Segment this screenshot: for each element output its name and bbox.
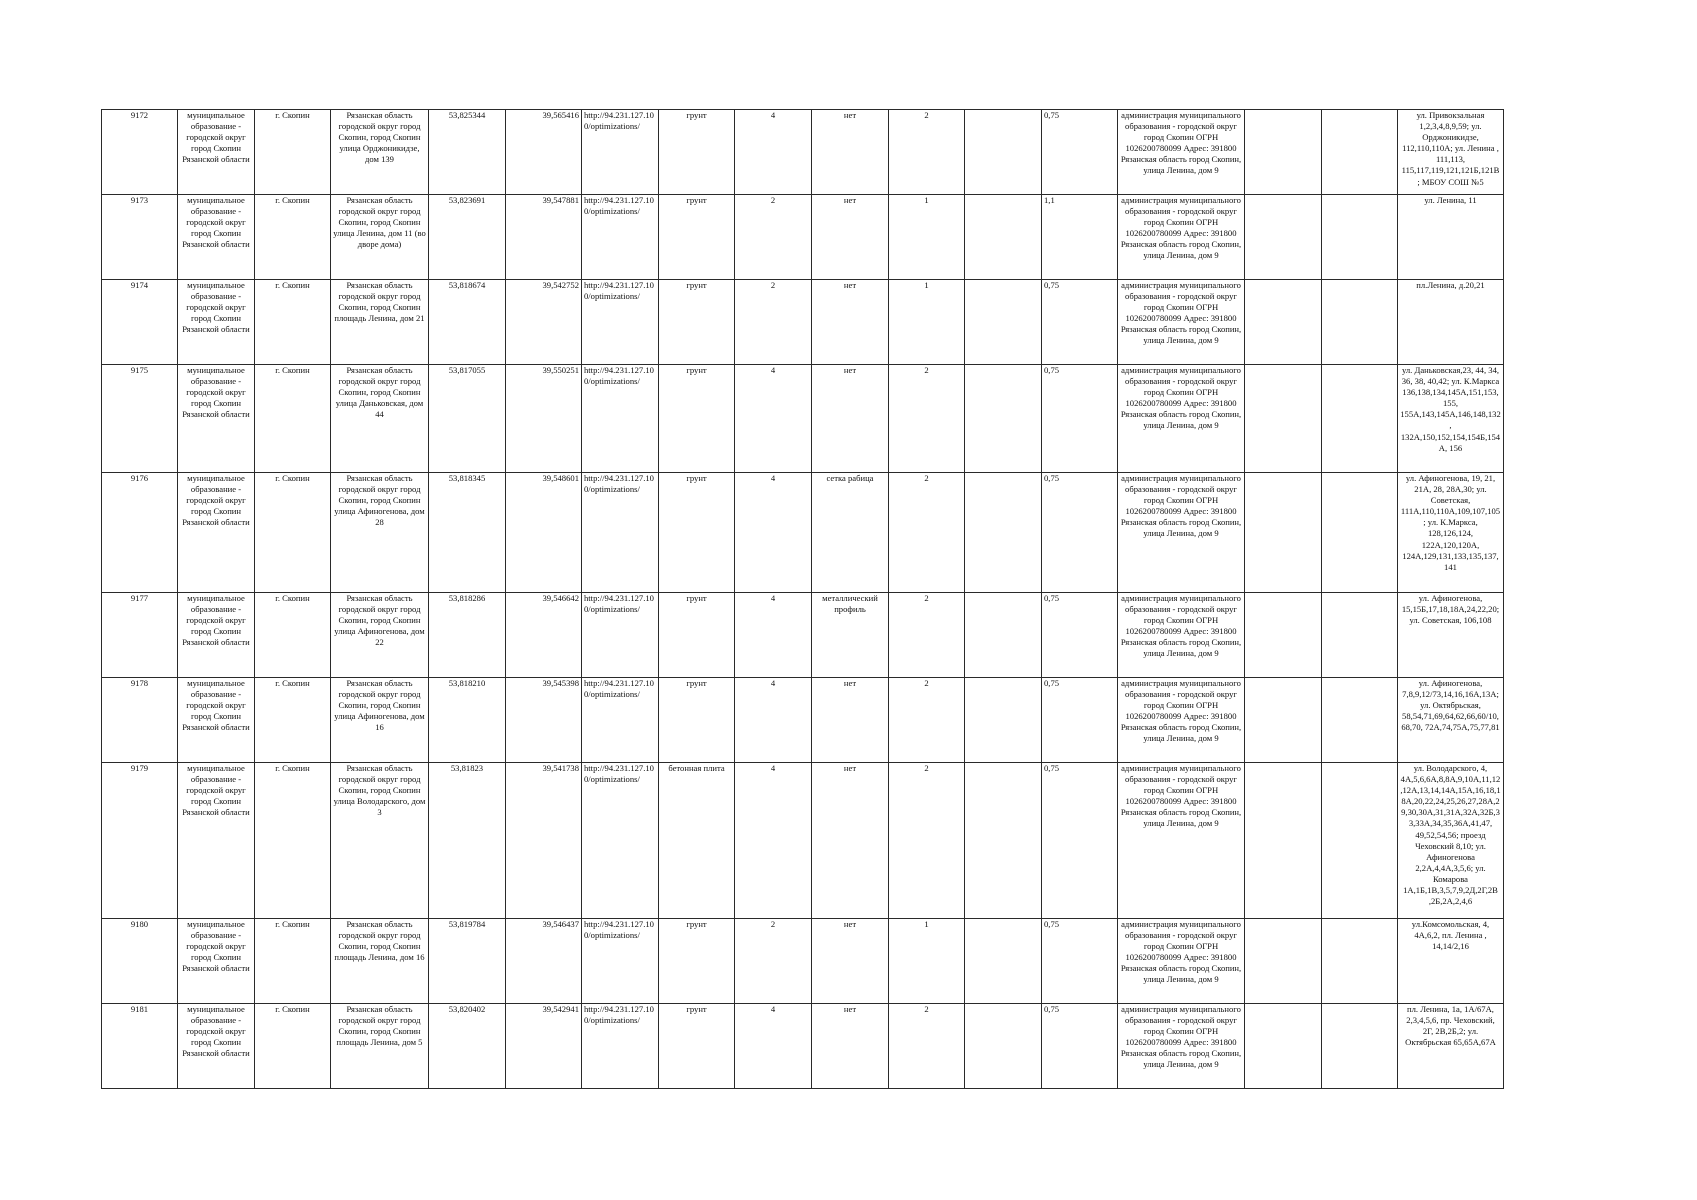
- waste-sources-cell: ул. Афиногенова, 7,8,9,12/73,14,16,16А,13А; ул. Октябрьская, 58,54,71,69,64,62,66,60/10, 68,70, 72А,74,75А,75,77,81: [1398, 678, 1504, 763]
- longitude-cell: 39,548601: [506, 473, 582, 593]
- longitude-cell: 39,565416: [506, 110, 582, 195]
- empty-cell: [1322, 280, 1398, 365]
- object-number: 9179: [102, 763, 178, 919]
- empty-cell: [1322, 919, 1398, 1004]
- municipality-cell: муниципальное образование - городской округ город Скопин Рязанской области: [178, 195, 255, 280]
- area-cell: 2: [735, 280, 812, 365]
- owner-cell: администрация муниципального образования - городской округ город Скопин ОГРН 1026200780099 Адрес: 391800 Рязанская область город Скопин, улица Ленина, дом 9: [1118, 763, 1245, 919]
- containers-count-cell: 2: [889, 678, 965, 763]
- city-cell: г. Скопин: [255, 473, 331, 593]
- owner-cell: администрация муниципального образования - городской округ город Скопин ОГРН 1026200780099 Адрес: 391800 Рязанская область город Скопин, улица Ленина, дом 9: [1118, 195, 1245, 280]
- url-cell: http://94.231.127.10 0/optimizations/: [582, 763, 659, 919]
- containers-count-cell: 2: [889, 763, 965, 919]
- url-cell: http://94.231.127.10 0/optimizations/: [582, 365, 659, 473]
- latitude-cell: 53,81823: [429, 763, 506, 919]
- container-volume-cell: 0,75: [1042, 280, 1118, 365]
- object-number: 9178: [102, 678, 178, 763]
- latitude-cell: 53,818345: [429, 473, 506, 593]
- longitude-cell: 39,541738: [506, 763, 582, 919]
- table-body: [102, 110, 1504, 1089]
- surface-cell: грунт: [659, 473, 735, 593]
- surface-cell: грунт: [659, 1004, 735, 1089]
- empty-cell: [1245, 110, 1322, 195]
- address-cell: Рязанская область городской округ город Скопин, город Скопин улица Афиногенова, дом 16: [331, 678, 429, 763]
- address-cell: Рязанская область городской округ город Скопин, город Скопин улица Володарского, дом 3: [331, 763, 429, 919]
- fence-cell: нет: [812, 763, 889, 919]
- area-cell: 4: [735, 1004, 812, 1089]
- url-cell: http://94.231.127.10 0/optimizations/: [582, 678, 659, 763]
- owner-cell: администрация муниципального образования - городской округ город Скопин ОГРН 1026200780099 Адрес: 391800 Рязанская область город Скопин, улица Ленина, дом 9: [1118, 280, 1245, 365]
- fence-cell: нет: [812, 195, 889, 280]
- municipality-cell: муниципальное образование - городской округ город Скопин Рязанской области: [178, 1004, 255, 1089]
- empty-cell: [965, 1004, 1042, 1089]
- latitude-cell: 53,818286: [429, 593, 506, 678]
- waste-sources-cell: пл.Ленина, д.20,21: [1398, 280, 1504, 365]
- table-row: [102, 678, 1504, 763]
- table-row: [102, 473, 1504, 593]
- containers-count-cell: 1: [889, 195, 965, 280]
- empty-cell: [1322, 1004, 1398, 1089]
- container-volume-cell: 0,75: [1042, 110, 1118, 195]
- object-number: 9181: [102, 1004, 178, 1089]
- empty-cell: [965, 678, 1042, 763]
- fence-cell: нет: [812, 678, 889, 763]
- longitude-cell: 39,542941: [506, 1004, 582, 1089]
- surface-cell: бетонная плита: [659, 763, 735, 919]
- empty-cell: [965, 763, 1042, 919]
- area-cell: 2: [735, 195, 812, 280]
- longitude-cell: 39,547881: [506, 195, 582, 280]
- fence-cell: нет: [812, 919, 889, 1004]
- latitude-cell: 53,817055: [429, 365, 506, 473]
- surface-cell: грунт: [659, 593, 735, 678]
- container-volume-cell: 0,75: [1042, 1004, 1118, 1089]
- municipality-cell: муниципальное образование - городской округ город Скопин Рязанской области: [178, 110, 255, 195]
- surface-cell: грунт: [659, 110, 735, 195]
- waste-sources-cell: ул. Ленина, 11: [1398, 195, 1504, 280]
- longitude-cell: 39,546437: [506, 919, 582, 1004]
- container-volume-cell: 0,75: [1042, 919, 1118, 1004]
- container-volume-cell: 0,75: [1042, 593, 1118, 678]
- table-row: [102, 593, 1504, 678]
- object-number: 9175: [102, 365, 178, 473]
- empty-cell: [1322, 110, 1398, 195]
- area-cell: 4: [735, 763, 812, 919]
- containers-count-cell: 2: [889, 1004, 965, 1089]
- address-cell: Рязанская область городской округ город Скопин, город Скопин улица Орджоникидзе, дом 139: [331, 110, 429, 195]
- owner-cell: администрация муниципального образования - городской округ город Скопин ОГРН 1026200780099 Адрес: 391800 Рязанская область город Скопин, улица Ленина, дом 9: [1118, 593, 1245, 678]
- empty-cell: [1322, 763, 1398, 919]
- url-cell: http://94.231.127.10 0/optimizations/: [582, 473, 659, 593]
- longitude-cell: 39,546642: [506, 593, 582, 678]
- empty-cell: [965, 473, 1042, 593]
- empty-cell: [965, 195, 1042, 280]
- object-number: 9173: [102, 195, 178, 280]
- table-row: [102, 1004, 1504, 1089]
- empty-cell: [1322, 678, 1398, 763]
- longitude-cell: 39,550251: [506, 365, 582, 473]
- waste-sources-cell: ул. Афиногенова, 19, 21, 21А, 28, 28А,30; ул. Советская, 111А,110,110А,109,107,105; ул. К.Маркса, 128,126,124, 122А,120,120А, 124А,129,131,133,135,137, 141: [1398, 473, 1504, 593]
- fence-cell: металлический профиль: [812, 593, 889, 678]
- empty-cell: [1322, 195, 1398, 280]
- containers-count-cell: 1: [889, 280, 965, 365]
- url-cell: http://94.231.127.10 0/optimizations/: [582, 919, 659, 1004]
- owner-cell: администрация муниципального образования - городской округ город Скопин ОГРН 1026200780099 Адрес: 391800 Рязанская область город Скопин, улица Ленина, дом 9: [1118, 365, 1245, 473]
- latitude-cell: 53,823691: [429, 195, 506, 280]
- fence-cell: нет: [812, 1004, 889, 1089]
- container-volume-cell: 0,75: [1042, 473, 1118, 593]
- empty-cell: [1245, 593, 1322, 678]
- area-cell: 4: [735, 593, 812, 678]
- empty-cell: [1245, 280, 1322, 365]
- owner-cell: администрация муниципального образования - городской округ город Скопин ОГРН 1026200780099 Адрес: 391800 Рязанская область город Скопин, улица Ленина, дом 9: [1118, 473, 1245, 593]
- owner-cell: администрация муниципального образования - городской округ город Скопин ОГРН 1026200780099 Адрес: 391800 Рязанская область город Скопин, улица Ленина, дом 9: [1118, 678, 1245, 763]
- table-row: [102, 365, 1504, 473]
- fence-cell: сетка рабица: [812, 473, 889, 593]
- table-row: [102, 763, 1504, 919]
- city-cell: г. Скопин: [255, 280, 331, 365]
- municipality-cell: муниципальное образование - городской округ город Скопин Рязанской области: [178, 763, 255, 919]
- object-number: 9172: [102, 110, 178, 195]
- url-cell: http://94.231.127.10 0/optimizations/: [582, 280, 659, 365]
- latitude-cell: 53,820402: [429, 1004, 506, 1089]
- latitude-cell: 53,819784: [429, 919, 506, 1004]
- municipality-cell: муниципальное образование - городской округ город Скопин Рязанской области: [178, 593, 255, 678]
- address-cell: Рязанская область городской округ город Скопин, город Скопин площадь Ленина, дом 16: [331, 919, 429, 1004]
- containers-count-cell: 1: [889, 919, 965, 1004]
- surface-cell: грунт: [659, 678, 735, 763]
- waste-sources-cell: ул. Володарского, 4, 4А,5,6,6А,8,8А,9,10А,11,12,12А,13,14,14А,15А,16,18,18А,20,22,24,25,26,27,28А,29,30,30А,31,31А,32А,32Б,33,33А,34,35,36А,41,47, 49,52,54,56; проезд Чеховский 8,10; ул. Афиногенова 2,2А,4,4А,3,5,6; ул. Комарова 1А,1Б,1В,3,5,7,9,2Д,2Г,2В ,2Б,2А,2,4,6: [1398, 763, 1504, 919]
- containers-count-cell: 2: [889, 473, 965, 593]
- empty-cell: [965, 593, 1042, 678]
- empty-cell: [965, 365, 1042, 473]
- url-cell: http://94.231.127.10 0/optimizations/: [582, 195, 659, 280]
- waste-sources-cell: ул. Афиногенова, 15,15Б,17,18,18А,24,22,20; ул. Советская, 106,108: [1398, 593, 1504, 678]
- area-cell: 4: [735, 473, 812, 593]
- municipality-cell: муниципальное образование - городской округ город Скопин Рязанской области: [178, 280, 255, 365]
- area-cell: 4: [735, 110, 812, 195]
- waste-sources-cell: пл. Ленина, 1а, 1А/67А, 2,3,4,5,6, пр. Чеховский, 2Г, 2В,2Б,2; ул. Октябрьская 65,65А,67А: [1398, 1004, 1504, 1089]
- empty-cell: [1245, 195, 1322, 280]
- empty-cell: [1322, 473, 1398, 593]
- city-cell: г. Скопин: [255, 365, 331, 473]
- containers-count-cell: 2: [889, 593, 965, 678]
- city-cell: г. Скопин: [255, 593, 331, 678]
- object-number: 9177: [102, 593, 178, 678]
- address-cell: Рязанская область городской округ город Скопин, город Скопин улица Ленина, дом 11 (во дворе дома): [331, 195, 429, 280]
- owner-cell: администрация муниципального образования - городской округ город Скопин ОГРН 1026200780099 Адрес: 391800 Рязанская область город Скопин, улица Ленина, дом 9: [1118, 110, 1245, 195]
- url-cell: http://94.231.127.10 0/optimizations/: [582, 593, 659, 678]
- table-row: [102, 195, 1504, 280]
- fence-cell: нет: [812, 280, 889, 365]
- municipality-cell: муниципальное образование - городской округ город Скопин Рязанской области: [178, 678, 255, 763]
- area-cell: 4: [735, 678, 812, 763]
- address-cell: Рязанская область городской округ город Скопин, город Скопин улица Афиногенова, дом 28: [331, 473, 429, 593]
- fence-cell: нет: [812, 365, 889, 473]
- owner-cell: администрация муниципального образования - городской округ город Скопин ОГРН 1026200780099 Адрес: 391800 Рязанская область город Скопин, улица Ленина, дом 9: [1118, 919, 1245, 1004]
- area-cell: 2: [735, 919, 812, 1004]
- fence-cell: нет: [812, 110, 889, 195]
- empty-cell: [1245, 473, 1322, 593]
- empty-cell: [1322, 365, 1398, 473]
- longitude-cell: 39,542752: [506, 280, 582, 365]
- url-cell: http://94.231.127.10 0/optimizations/: [582, 1004, 659, 1089]
- city-cell: г. Скопин: [255, 110, 331, 195]
- waste-sources-cell: ул.Комсомольская, 4, 4А,6,2, пл. Ленина , 14,14/2,16: [1398, 919, 1504, 1004]
- object-number: 9176: [102, 473, 178, 593]
- object-number: 9180: [102, 919, 178, 1004]
- empty-cell: [1245, 763, 1322, 919]
- container-volume-cell: 0,75: [1042, 365, 1118, 473]
- empty-cell: [1245, 919, 1322, 1004]
- address-cell: Рязанская область городской округ город Скопин, город Скопин площадь Ленина, дом 21: [331, 280, 429, 365]
- longitude-cell: 39,545398: [506, 678, 582, 763]
- empty-cell: [1322, 593, 1398, 678]
- containers-count-cell: 2: [889, 365, 965, 473]
- city-cell: г. Скопин: [255, 919, 331, 1004]
- waste-sources-cell: ул. Привокзальная 1,2,3,4,8,9,59; ул. Орджоникидзе, 112,110,110А; ул. Ленина , 111,113, 115,117,119,121,121Б,121В ; МБОУ СОШ №5: [1398, 110, 1504, 195]
- url-cell: http://94.231.127.10 0/optimizations/: [582, 110, 659, 195]
- containers-count-cell: 2: [889, 110, 965, 195]
- municipality-cell: муниципальное образование - городской округ город Скопин Рязанской области: [178, 365, 255, 473]
- surface-cell: грунт: [659, 280, 735, 365]
- address-cell: Рязанская область городской округ город Скопин, город Скопин площадь Ленина, дом 5: [331, 1004, 429, 1089]
- latitude-cell: 53,818210: [429, 678, 506, 763]
- owner-cell: администрация муниципального образования - городской округ город Скопин ОГРН 1026200780099 Адрес: 391800 Рязанская область город Скопин, улица Ленина, дом 9: [1118, 1004, 1245, 1089]
- empty-cell: [965, 110, 1042, 195]
- area-cell: 4: [735, 365, 812, 473]
- address-cell: Рязанская область городской округ город Скопин, город Скопин улица Даньковская, дом 44: [331, 365, 429, 473]
- table-row: [102, 919, 1504, 1004]
- surface-cell: грунт: [659, 365, 735, 473]
- empty-cell: [1245, 365, 1322, 473]
- address-cell: Рязанская область городской округ город Скопин, город Скопин улица Афиногенова, дом 22: [331, 593, 429, 678]
- waste-sources-cell: ул. Даньковская,23, 44, 34, 36, 38, 40,42; ул. К.Маркса 136,138,134,145А,151,153, 155, 155А,143,145А,146,148,132, 132А,150,152,154,154Б,154А, 156: [1398, 365, 1504, 473]
- city-cell: г. Скопин: [255, 763, 331, 919]
- empty-cell: [965, 280, 1042, 365]
- empty-cell: [1245, 678, 1322, 763]
- container-volume-cell: 1,1: [1042, 195, 1118, 280]
- surface-cell: грунт: [659, 195, 735, 280]
- table-row: [102, 110, 1504, 195]
- container-volume-cell: 0,75: [1042, 678, 1118, 763]
- latitude-cell: 53,818674: [429, 280, 506, 365]
- municipality-cell: муниципальное образование - городской округ город Скопин Рязанской области: [178, 473, 255, 593]
- city-cell: г. Скопин: [255, 195, 331, 280]
- city-cell: г. Скопин: [255, 1004, 331, 1089]
- municipality-cell: муниципальное образование - городской округ город Скопин Рязанской области: [178, 919, 255, 1004]
- surface-cell: грунт: [659, 919, 735, 1004]
- object-number: 9174: [102, 280, 178, 365]
- empty-cell: [965, 919, 1042, 1004]
- latitude-cell: 53,825344: [429, 110, 506, 195]
- container-volume-cell: 0,75: [1042, 763, 1118, 919]
- city-cell: г. Скопин: [255, 678, 331, 763]
- registry-table: [101, 109, 1504, 1089]
- empty-cell: [1245, 1004, 1322, 1089]
- table-row: [102, 280, 1504, 365]
